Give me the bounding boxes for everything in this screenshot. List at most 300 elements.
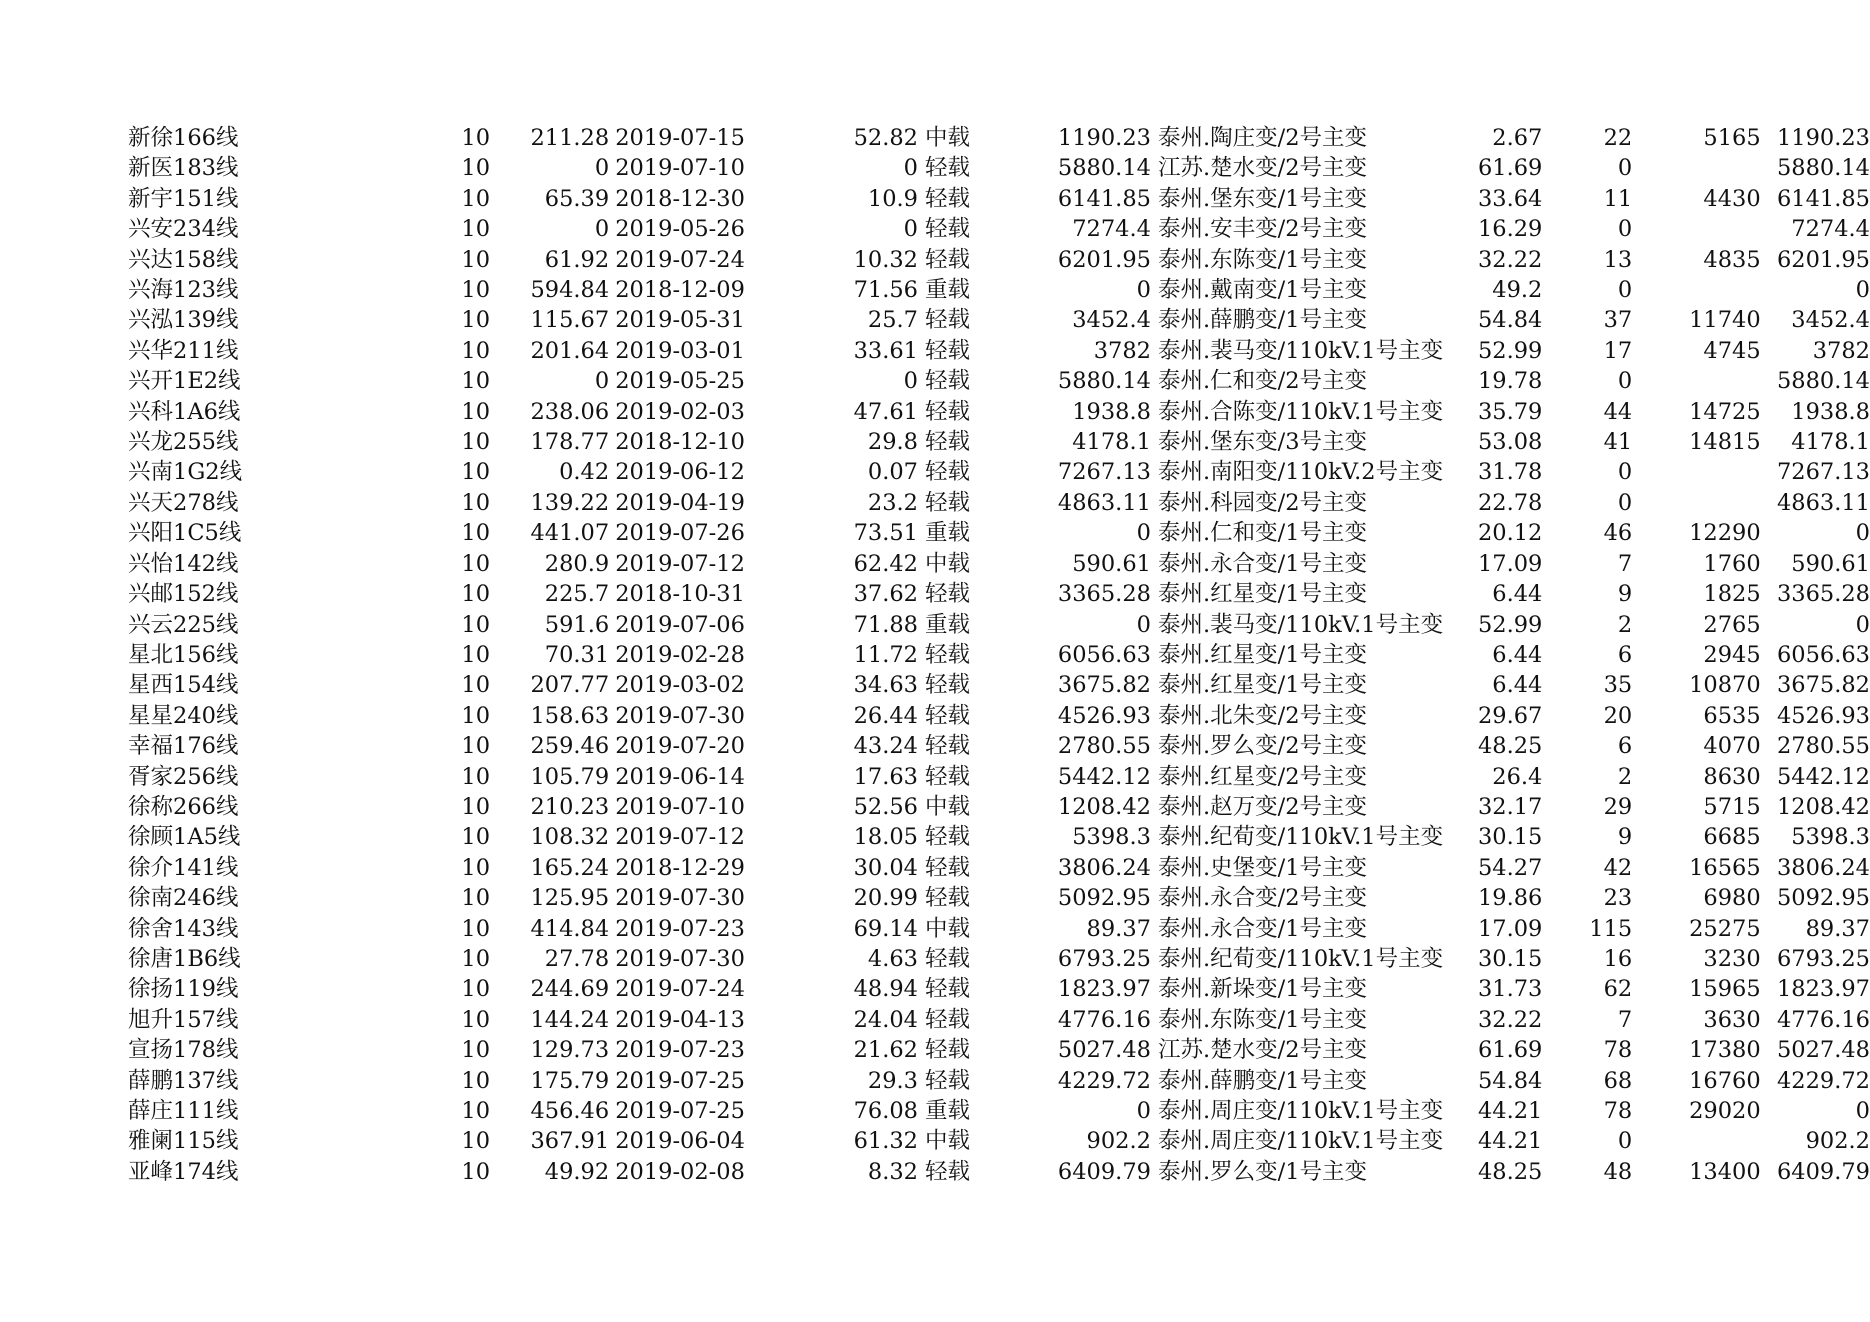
- remaining-capacity-cell: 1208.42: [1776, 793, 1870, 820]
- voltage-cell: 10: [461, 307, 491, 334]
- transformer-cell: 泰州.红星变/1号主变: [1157, 641, 1368, 668]
- load-rate-cell: 11.72: [853, 641, 918, 668]
- voltage-cell: 10: [461, 854, 491, 881]
- table-row: [128, 488, 1870, 518]
- line-name-cell: 星西154线: [128, 672, 239, 699]
- voltage-cell: 10: [461, 763, 491, 790]
- current-cell: 65.39: [544, 185, 610, 212]
- voltage-cell: 10: [461, 1006, 491, 1033]
- line-name-cell: 兴泓139线: [128, 307, 239, 334]
- line-name-cell: 旭升157线: [128, 1006, 239, 1033]
- load-level-cell: 轻载: [924, 185, 970, 212]
- capacity-cell: 6056.63: [1057, 641, 1151, 668]
- transformer-cell: 泰州.北朱变/2号主变: [1157, 702, 1368, 729]
- user-capacity-cell: 4835: [1703, 246, 1761, 273]
- remaining-capacity-cell: 5880.14: [1776, 368, 1870, 395]
- transformer-rate-cell: 6.44: [1492, 641, 1543, 668]
- load-level-cell: 轻载: [924, 1037, 970, 1064]
- user-count-cell: 0: [1617, 1128, 1633, 1155]
- user-capacity-cell: 13400: [1689, 1158, 1761, 1185]
- current-cell: 61.92: [544, 246, 610, 273]
- transformer-rate-cell: 61.69: [1477, 1037, 1543, 1064]
- user-count-cell: 6: [1617, 641, 1633, 668]
- remaining-capacity-cell: 4526.93: [1776, 702, 1870, 729]
- capacity-cell: 0: [1136, 1098, 1151, 1124]
- date-cell: 2019-02-03: [615, 398, 745, 425]
- date-cell: 2019-07-30: [615, 945, 745, 972]
- table-row: [128, 640, 1870, 670]
- load-rate-cell: 71.88: [853, 611, 918, 638]
- user-count-cell: 17: [1603, 337, 1633, 364]
- table-row: [128, 397, 1870, 427]
- user-capacity-cell: [1632, 214, 1760, 244]
- table-row: [128, 457, 1870, 487]
- date-cell: 2019-07-23: [615, 915, 745, 942]
- user-capacity-cell: 2945: [1703, 641, 1761, 668]
- date-cell: 2019-07-24: [615, 246, 745, 273]
- line-name-cell: 薛庄111线: [128, 1098, 239, 1124]
- table-row: [128, 762, 1870, 792]
- capacity-cell: 5398.3: [1072, 824, 1151, 851]
- load-rate-cell: 29.8: [867, 429, 918, 456]
- date-cell: 2019-06-14: [615, 763, 745, 790]
- table-row: [128, 184, 1870, 214]
- user-capacity-cell: 14725: [1689, 398, 1761, 425]
- line-name-cell: 徐南246线: [128, 885, 239, 912]
- remaining-capacity-cell: 7267.13: [1776, 459, 1870, 486]
- line-name-cell: 星星240线: [128, 702, 239, 729]
- transformer-rate-cell: 53.08: [1477, 429, 1543, 456]
- capacity-cell: 1938.8: [1072, 398, 1151, 425]
- capacity-cell: 4863.11: [1057, 489, 1151, 516]
- user-count-cell: 22: [1603, 125, 1633, 151]
- voltage-cell: 10: [461, 611, 491, 638]
- date-cell: 2019-07-30: [615, 702, 745, 729]
- load-level-cell: 中载: [924, 915, 970, 942]
- transformer-cell: 泰州.红星变/1号主变: [1157, 672, 1368, 699]
- user-count-cell: 44: [1603, 398, 1633, 425]
- line-name-cell: 新医183线: [128, 155, 239, 182]
- load-level-cell: 轻载: [924, 1158, 970, 1185]
- date-cell: 2019-03-02: [615, 672, 745, 699]
- table-row: [128, 1157, 1870, 1187]
- current-cell: 144.24: [530, 1006, 610, 1033]
- table-row: [128, 427, 1870, 457]
- voltage-cell: 10: [461, 672, 491, 699]
- date-cell: 2019-05-26: [615, 216, 745, 243]
- line-name-cell: 宣扬178线: [128, 1037, 239, 1064]
- capacity-cell: 1208.42: [1057, 793, 1151, 820]
- remaining-capacity-cell: 4863.11: [1776, 489, 1870, 516]
- user-count-cell: 2: [1617, 611, 1633, 638]
- user-count-cell: 16: [1603, 945, 1633, 972]
- transformer-cell: 泰州.陶庄变/2号主变: [1157, 125, 1368, 151]
- capacity-cell: 5880.14: [1057, 155, 1151, 182]
- date-cell: 2019-07-25: [615, 1098, 745, 1124]
- date-cell: 2019-02-28: [615, 641, 745, 668]
- capacity-cell: 7267.13: [1057, 459, 1151, 486]
- load-rate-cell: 21.62: [853, 1037, 918, 1064]
- load-rate-cell: 30.04: [853, 854, 918, 881]
- load-level-cell: 重载: [924, 1098, 970, 1124]
- line-name-cell: 亚峰174线: [128, 1158, 239, 1185]
- line-name-cell: 雅阑115线: [128, 1128, 239, 1155]
- load-level-cell: 轻载: [924, 307, 970, 334]
- remaining-capacity-cell: 4229.72: [1776, 1067, 1870, 1094]
- line-name-cell: 兴龙255线: [128, 429, 239, 456]
- user-capacity-cell: 17380: [1689, 1037, 1761, 1064]
- date-cell: 2019-05-25: [615, 368, 745, 395]
- remaining-capacity-cell: 0: [1855, 1098, 1870, 1124]
- line-name-cell: 徐称266线: [128, 793, 239, 820]
- load-rate-cell: 17.63: [853, 763, 918, 790]
- capacity-cell: 3806.24: [1057, 854, 1151, 881]
- remaining-capacity-cell: 1190.23: [1776, 125, 1870, 151]
- transformer-rate-cell: 6.44: [1492, 581, 1543, 608]
- line-name-cell: 兴华211线: [128, 337, 239, 364]
- load-level-cell: 轻载: [924, 702, 970, 729]
- capacity-cell: 5027.48: [1057, 1037, 1151, 1064]
- date-cell: 2019-07-06: [615, 611, 745, 638]
- current-cell: 414.84: [530, 915, 610, 942]
- user-capacity-cell: [1632, 1126, 1760, 1156]
- current-cell: 207.77: [530, 672, 610, 699]
- table-row: [128, 974, 1870, 1004]
- line-name-cell: 兴科1A6线: [128, 398, 241, 425]
- transformer-rate-cell: 32.22: [1477, 1006, 1543, 1033]
- transformer-rate-cell: 26.4: [1492, 763, 1543, 790]
- date-cell: 2018-12-29: [615, 854, 745, 881]
- current-cell: 367.91: [530, 1128, 610, 1155]
- capacity-cell: 0: [1136, 277, 1151, 304]
- transformer-cell: 泰州.东陈变/1号主变: [1157, 246, 1368, 273]
- date-cell: 2019-07-26: [615, 520, 745, 547]
- transformer-rate-cell: 20.12: [1477, 520, 1543, 547]
- load-level-cell: 轻载: [924, 581, 970, 608]
- user-capacity-cell: 2765: [1703, 611, 1761, 638]
- user-count-cell: 0: [1617, 489, 1633, 516]
- user-capacity-cell: 6535: [1703, 702, 1761, 729]
- remaining-capacity-cell: 1938.8: [1791, 398, 1870, 425]
- line-name-cell: 星北156线: [128, 641, 239, 668]
- load-rate-cell: 18.05: [853, 824, 918, 851]
- load-level-cell: 轻载: [924, 733, 970, 760]
- remaining-capacity-cell: 1823.97: [1776, 976, 1870, 1003]
- transformer-rate-cell: 2.67: [1492, 125, 1543, 151]
- load-level-cell: 轻载: [924, 246, 970, 273]
- transformer-rate-cell: 29.67: [1477, 702, 1543, 729]
- load-rate-cell: 4.63: [867, 945, 918, 972]
- current-cell: 441.07: [530, 520, 610, 547]
- table-row: [128, 701, 1870, 731]
- user-count-cell: 6: [1617, 733, 1633, 760]
- table-row: [128, 518, 1870, 548]
- load-level-cell: 中载: [924, 1128, 970, 1155]
- load-rate-cell: 24.04: [853, 1006, 918, 1033]
- load-rate-cell: 10.32: [853, 246, 918, 273]
- table-row: [128, 123, 1870, 153]
- current-cell: 129.73: [530, 1037, 610, 1064]
- user-count-cell: 20: [1603, 702, 1633, 729]
- line-name-cell: 兴开1E2线: [128, 368, 241, 395]
- line-name-cell: 徐唐1B6线: [128, 945, 241, 972]
- load-level-cell: 轻载: [924, 641, 970, 668]
- table-row: [128, 366, 1870, 396]
- user-count-cell: 62: [1603, 976, 1633, 1003]
- load-rate-cell: 20.99: [853, 885, 918, 912]
- capacity-cell: 7274.4: [1072, 216, 1151, 243]
- capacity-cell: 6793.25: [1057, 945, 1151, 972]
- remaining-capacity-cell: 5398.3: [1791, 824, 1870, 851]
- line-name-cell: 兴达158线: [128, 246, 239, 273]
- current-cell: 108.32: [530, 824, 610, 851]
- date-cell: 2019-04-13: [615, 1006, 745, 1033]
- user-count-cell: 78: [1603, 1037, 1633, 1064]
- table-row: [128, 1066, 1870, 1096]
- date-cell: 2019-07-12: [615, 824, 745, 851]
- user-capacity-cell: 3230: [1703, 945, 1761, 972]
- voltage-cell: 10: [461, 1158, 491, 1185]
- capacity-cell: 1190.23: [1057, 125, 1151, 151]
- line-name-cell: 新徐166线: [128, 125, 239, 151]
- table-body: [128, 123, 1870, 1187]
- table-row: [128, 549, 1870, 579]
- user-capacity-cell: [1632, 366, 1760, 396]
- load-level-cell: 轻载: [924, 945, 970, 972]
- remaining-capacity-cell: 902.2: [1805, 1128, 1870, 1155]
- remaining-capacity-cell: 3806.24: [1776, 854, 1870, 881]
- line-name-cell: 新宇151线: [128, 185, 239, 212]
- load-level-cell: 轻载: [924, 368, 970, 395]
- table-row: [128, 275, 1870, 305]
- user-count-cell: 0: [1617, 277, 1633, 304]
- transformer-cell: 泰州.永合变/1号主变: [1157, 915, 1368, 942]
- current-cell: 594.84: [530, 277, 610, 304]
- current-cell: 115.67: [530, 307, 610, 334]
- transformer-rate-cell: 32.22: [1477, 246, 1543, 273]
- user-capacity-cell: [1632, 153, 1760, 183]
- user-count-cell: 48: [1603, 1158, 1633, 1185]
- transformer-rate-cell: 52.99: [1477, 337, 1543, 364]
- transformer-rate-cell: 19.78: [1477, 368, 1543, 395]
- load-level-cell: 轻载: [924, 398, 970, 425]
- load-rate-cell: 0: [903, 368, 918, 395]
- voltage-cell: 10: [461, 733, 491, 760]
- user-count-cell: 78: [1603, 1098, 1633, 1124]
- remaining-capacity-cell: 0: [1855, 277, 1870, 304]
- capacity-cell: 590.61: [1072, 550, 1151, 577]
- capacity-cell: 2780.55: [1057, 733, 1151, 760]
- load-level-cell: 轻载: [924, 976, 970, 1003]
- date-cell: 2019-07-20: [615, 733, 745, 760]
- load-rate-cell: 8.32: [867, 1158, 918, 1185]
- user-count-cell: 0: [1617, 216, 1633, 243]
- transformer-cell: 泰州.仁和变/2号主变: [1157, 368, 1368, 395]
- remaining-capacity-cell: 5880.14: [1776, 155, 1870, 182]
- date-cell: 2019-06-04: [615, 1128, 745, 1155]
- feeder-load-table: [128, 123, 1870, 1187]
- load-rate-cell: 29.3: [867, 1067, 918, 1094]
- date-cell: 2019-07-15: [615, 125, 745, 151]
- remaining-capacity-cell: 6793.25: [1776, 945, 1870, 972]
- current-cell: 201.64: [530, 337, 610, 364]
- line-name-cell: 兴海123线: [128, 277, 239, 304]
- load-level-cell: 轻载: [924, 489, 970, 516]
- load-level-cell: 轻载: [924, 854, 970, 881]
- transformer-cell: 泰州.纪荀变/110kV.1号主变: [1157, 945, 1444, 972]
- user-capacity-cell: 1825: [1703, 581, 1761, 608]
- current-cell: 211.28: [530, 125, 610, 151]
- voltage-cell: 10: [461, 1128, 491, 1155]
- current-cell: 456.46: [530, 1098, 610, 1124]
- load-level-cell: 轻载: [924, 337, 970, 364]
- date-cell: 2019-06-12: [615, 459, 745, 486]
- date-cell: 2019-04-19: [615, 489, 745, 516]
- date-cell: 2019-03-01: [615, 337, 745, 364]
- current-cell: 0: [594, 155, 610, 182]
- user-count-cell: 7: [1617, 550, 1633, 577]
- date-cell: 2018-12-09: [615, 277, 745, 304]
- voltage-cell: 10: [461, 125, 491, 151]
- capacity-cell: 4526.93: [1057, 702, 1151, 729]
- load-rate-cell: 62.42: [853, 550, 918, 577]
- load-level-cell: 重载: [924, 611, 970, 638]
- transformer-rate-cell: 44.21: [1477, 1128, 1543, 1155]
- current-cell: 125.95: [530, 885, 610, 912]
- transformer-cell: 泰州.永合变/1号主变: [1157, 550, 1368, 577]
- user-capacity-cell: 10870: [1689, 672, 1761, 699]
- user-capacity-cell: 1760: [1703, 550, 1761, 577]
- user-count-cell: 0: [1617, 459, 1633, 486]
- table-row: [128, 579, 1870, 609]
- transformer-cell: 泰州.赵万变/2号主变: [1157, 793, 1368, 820]
- line-name-cell: 徐舍143线: [128, 915, 239, 942]
- line-name-cell: 兴南1G2线: [128, 459, 243, 486]
- current-cell: 225.7: [544, 581, 610, 608]
- user-count-cell: 0: [1617, 155, 1633, 182]
- user-count-cell: 35: [1603, 672, 1633, 699]
- voltage-cell: 10: [461, 216, 491, 243]
- load-rate-cell: 47.61: [853, 398, 918, 425]
- current-cell: 238.06: [530, 398, 610, 425]
- load-rate-cell: 26.44: [853, 702, 918, 729]
- transformer-cell: 泰州.南阳变/110kV.2号主变: [1157, 459, 1444, 486]
- line-name-cell: 兴怡142线: [128, 550, 239, 577]
- table-row: [128, 883, 1870, 913]
- table-row: [128, 245, 1870, 275]
- load-rate-cell: 52.56: [853, 793, 918, 820]
- current-cell: 49.92: [544, 1158, 610, 1185]
- transformer-cell: 泰州.罗么变/1号主变: [1157, 1158, 1368, 1185]
- user-capacity-cell: 5715: [1703, 793, 1761, 820]
- transformer-cell: 泰州.安丰变/2号主变: [1157, 216, 1368, 243]
- capacity-cell: 4776.16: [1057, 1006, 1151, 1033]
- table-row: [128, 670, 1870, 700]
- user-capacity-cell: 4745: [1703, 337, 1761, 364]
- voltage-cell: 10: [461, 1037, 491, 1064]
- date-cell: 2019-07-10: [615, 793, 745, 820]
- load-rate-cell: 25.7: [867, 307, 918, 334]
- transformer-cell: 泰州.堡东变/1号主变: [1157, 185, 1368, 212]
- capacity-cell: 0: [1136, 611, 1151, 638]
- remaining-capacity-cell: 5092.95: [1776, 885, 1870, 912]
- voltage-cell: 10: [461, 1067, 491, 1094]
- current-cell: 210.23: [530, 793, 610, 820]
- user-capacity-cell: [1632, 488, 1760, 518]
- user-capacity-cell: [1632, 275, 1760, 305]
- transformer-cell: 泰州.东陈变/1号主变: [1157, 1006, 1368, 1033]
- load-level-cell: 轻载: [924, 885, 970, 912]
- transformer-cell: 江苏.楚水变/2号主变: [1157, 1037, 1368, 1064]
- voltage-cell: 10: [461, 641, 491, 668]
- user-count-cell: 41: [1603, 429, 1633, 456]
- voltage-cell: 10: [461, 155, 491, 182]
- transformer-cell: 泰州.堡东变/3号主变: [1157, 429, 1368, 456]
- voltage-cell: 10: [461, 824, 491, 851]
- voltage-cell: 10: [461, 429, 491, 456]
- user-capacity-cell: 25275: [1689, 915, 1761, 942]
- current-cell: 165.24: [530, 854, 610, 881]
- current-cell: 27.78: [544, 945, 610, 972]
- date-cell: 2019-07-24: [615, 976, 745, 1003]
- load-level-cell: 轻载: [924, 459, 970, 486]
- transformer-cell: 泰州.合陈变/110kV.1号主变: [1157, 398, 1444, 425]
- load-level-cell: 轻载: [924, 824, 970, 851]
- load-rate-cell: 48.94: [853, 976, 918, 1003]
- load-rate-cell: 43.24: [853, 733, 918, 760]
- load-level-cell: 轻载: [924, 1006, 970, 1033]
- load-level-cell: 轻载: [924, 216, 970, 243]
- date-cell: 2018-12-30: [615, 185, 745, 212]
- user-capacity-cell: 15965: [1689, 976, 1761, 1003]
- transformer-cell: 泰州.永合变/2号主变: [1157, 885, 1368, 912]
- load-rate-cell: 69.14: [853, 915, 918, 942]
- table-row: [128, 610, 1870, 640]
- user-count-cell: 7: [1617, 1006, 1633, 1033]
- user-count-cell: 13: [1603, 246, 1633, 273]
- remaining-capacity-cell: 6201.95: [1776, 246, 1870, 273]
- date-cell: 2018-10-31: [615, 581, 745, 608]
- transformer-cell: 泰州.纪荀变/110kV.1号主变: [1157, 824, 1444, 851]
- remaining-capacity-cell: 3365.28: [1776, 581, 1870, 608]
- remaining-capacity-cell: 6141.85: [1776, 185, 1870, 212]
- table-row: [128, 853, 1870, 883]
- current-cell: 175.79: [530, 1067, 610, 1094]
- transformer-rate-cell: 54.27: [1477, 854, 1543, 881]
- transformer-rate-cell: 48.25: [1477, 1158, 1543, 1185]
- capacity-cell: 902.2: [1086, 1128, 1151, 1155]
- user-count-cell: 23: [1603, 885, 1633, 912]
- transformer-rate-cell: 48.25: [1477, 733, 1543, 760]
- user-count-cell: 11: [1603, 185, 1633, 212]
- transformer-cell: 泰州.红星变/2号主变: [1157, 763, 1368, 790]
- remaining-capacity-cell: 5442.12: [1776, 763, 1870, 790]
- voltage-cell: 10: [461, 885, 491, 912]
- load-level-cell: 轻载: [924, 1067, 970, 1094]
- current-cell: 178.77: [530, 429, 610, 456]
- transformer-cell: 泰州.史堡变/1号主变: [1157, 854, 1368, 881]
- load-rate-cell: 34.63: [853, 672, 918, 699]
- transformer-rate-cell: 61.69: [1477, 155, 1543, 182]
- table-row: [128, 822, 1870, 852]
- capacity-cell: 3782: [1093, 337, 1151, 364]
- line-name-cell: 兴云225线: [128, 611, 239, 638]
- remaining-capacity-cell: 2780.55: [1776, 733, 1870, 760]
- remaining-capacity-cell: 6409.79: [1776, 1158, 1870, 1185]
- capacity-cell: 6141.85: [1057, 185, 1151, 212]
- voltage-cell: 10: [461, 398, 491, 425]
- load-rate-cell: 37.62: [853, 581, 918, 608]
